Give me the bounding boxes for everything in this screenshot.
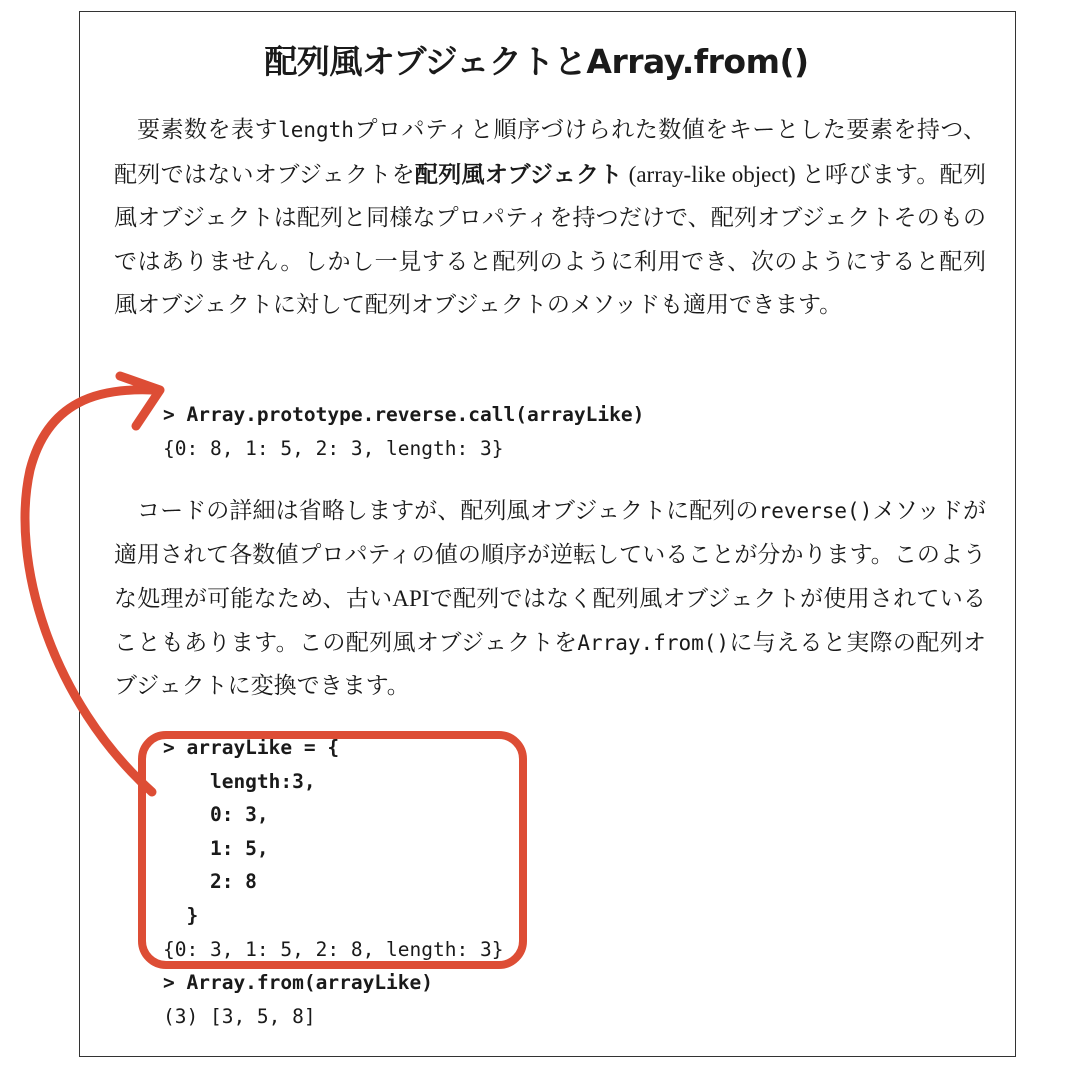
text-span: と呼びます。配列風オブジェクトは配列と同様なプロパティを持つだけで、配列オブジェクトそのものではありません。しかし一見すると配列のように利用でき、次のようにすると配列風オブジェクトに対して配列オブジェクトのメソッドも適用できます。 (114, 161, 986, 318)
code-line: > arrayLike = { (163, 736, 340, 759)
code-line: 1: 5, (163, 836, 269, 860)
text-span: で配列ではなく配列風オブジェクトが使用されていることもあります。この配列風オブジェクトを (114, 586, 986, 656)
code-line: 0: 3, (163, 803, 269, 827)
term-english: (array-like object) (622, 161, 802, 187)
inline-code-length: length (278, 118, 354, 142)
arrowhead-icon (120, 376, 160, 426)
text-span: 要素数を表す (137, 117, 279, 143)
term-api: API (392, 586, 430, 611)
code-line: 2: 8 (163, 870, 257, 894)
code-line: } (163, 903, 199, 927)
text-span: コードの詳細は省略しますが、配列風オブジェクトに配列の (137, 498, 759, 524)
code-input-line: > Array.prototype.reverse.call(arrayLike) (163, 403, 645, 426)
code-output-line: {0: 3, 1: 5, 2: 8, length: 3} (163, 937, 504, 961)
section-title: 配列風オブジェクトとArray.from() (264, 42, 809, 81)
highlight-box (142, 735, 523, 965)
text-span: に与えると実際の配列オブジェクトに変換できます。 (114, 629, 987, 699)
term-bold: 配列風オブジェクト (414, 161, 623, 188)
inline-code-reverse: reverse() (758, 499, 873, 523)
text-span: メソッドが適用されて各数値プロパティの値の順序が逆転していることが分かります。このような処理が可能なため、古い (114, 498, 986, 612)
text-span: プロパティと順序づけられた数値をキーとした要素を持つ、配列ではないオブジェクトを (114, 117, 986, 188)
inline-code-array-from: Array.from() (577, 630, 730, 655)
code-line: length:3, (163, 769, 316, 793)
code-input-line: > Array.from(arrayLike) (163, 971, 434, 995)
code-output-line: (3) [3, 5, 8] (163, 1004, 316, 1028)
code-output-line: {0: 8, 1: 5, 2: 3, length: 3} (163, 436, 504, 460)
curved-arrow (25, 390, 152, 792)
